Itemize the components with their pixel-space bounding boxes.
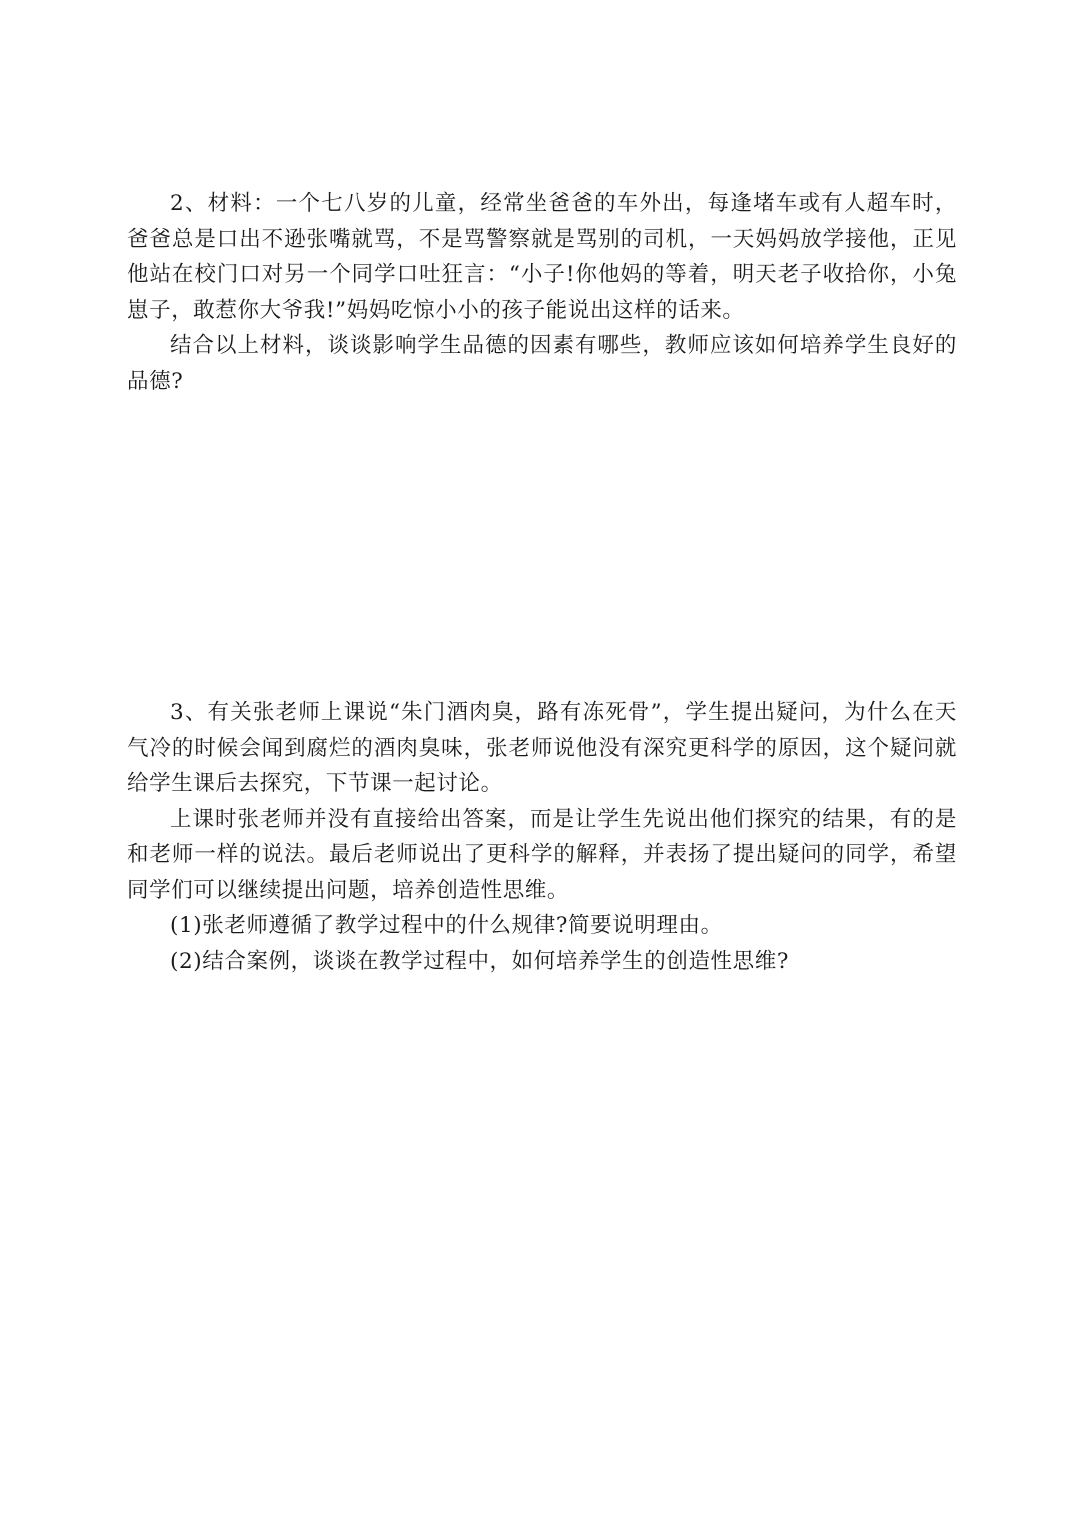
question-3-subquestion-1: (1)张老师遵循了教学过程中的什么规律?简要说明理由。 <box>170 913 723 938</box>
question-2-prompt-paragraph: 结合以上材料，谈谈影响学生品德的因素有哪些，教师应该如何培养学生良好的品德? <box>127 333 957 394</box>
question-2-material-paragraph: 2、材料：一个七八岁的儿童，经常坐爸爸的车外出，每逢堵车或有人超车时，爸爸总是口出不逊张嘴就骂，不是骂警察就是骂别的司机，一天妈妈放学接他，正见他站在校门口对另一个同学口吐狂言：“小子!你他妈的等着，明天老子收拾你，小兔崽子，敢惹你大爷我!”妈妈吃惊小小的孩子能说出这样的话来。 <box>127 191 957 323</box>
question-3-material-paragraph: 3、有关张老师上课说“朱门酒肉臭，路有冻死骨”，学生提出疑问，为什么在天气冷的时候会闻到腐烂的酒肉臭味，张老师说他没有深究更科学的原因，这个疑问就给学生课后去探究，下节课一起讨论。 <box>127 700 957 796</box>
question-2-section <box>127 186 957 399</box>
question-3-material-paragraph-2: 上课时张老师并没有直接给出答案，而是让学生先说出他们探究的结果，有的是和老师一样的说法。最后老师说出了更科学的解释，并表扬了提出疑问的同学，希望同学们可以继续提出问题，培养创造性思维。 <box>127 806 957 903</box>
question-3-subquestion-2: (2)结合案例，谈谈在教学过程中，如何培养学生的创造性思维? <box>170 948 789 974</box>
question-3-section <box>127 695 957 979</box>
